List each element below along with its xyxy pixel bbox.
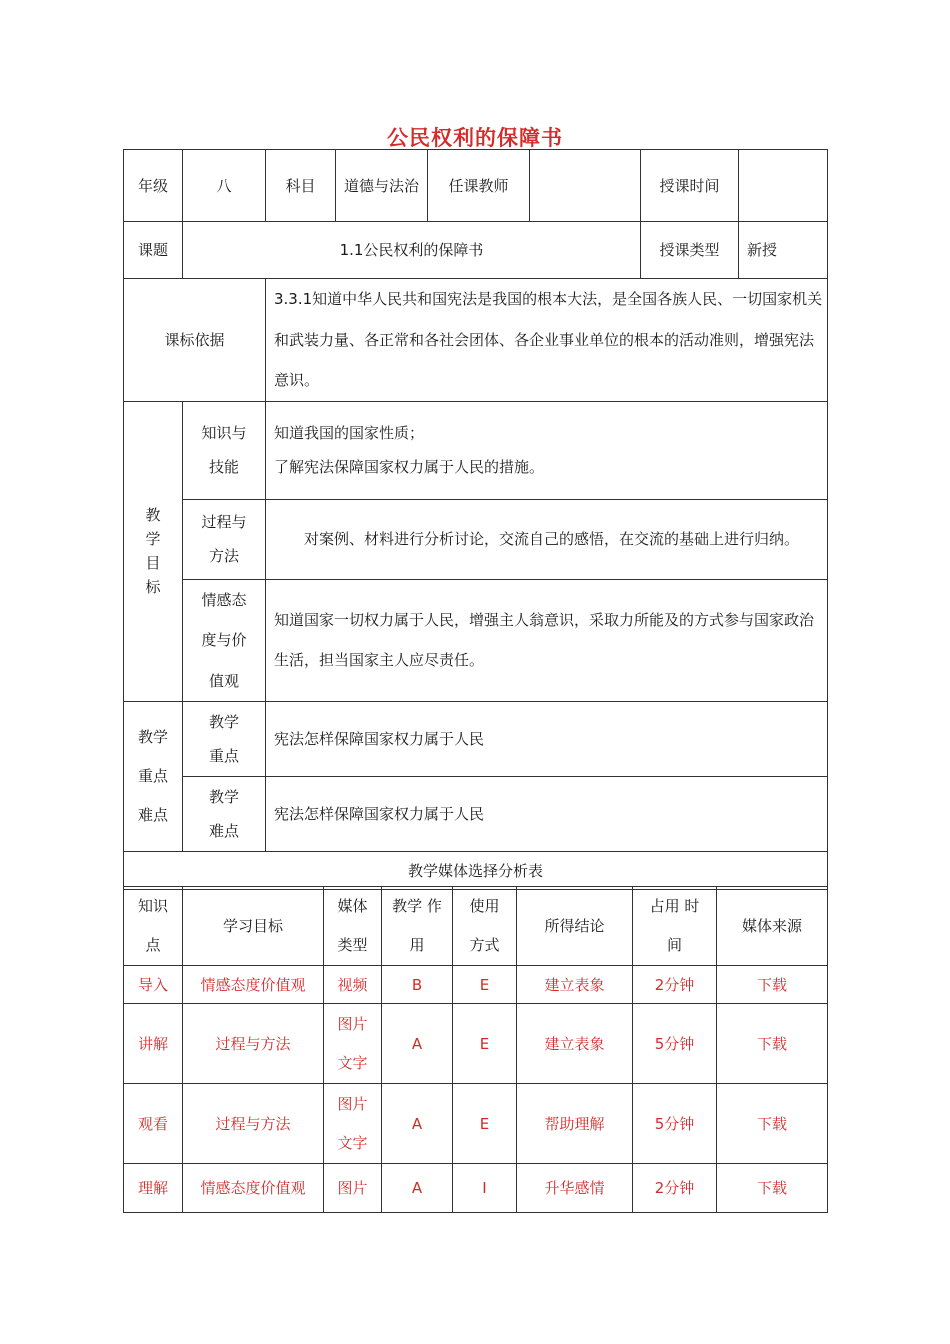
- media-cell: 2分钟: [633, 1164, 717, 1213]
- standard-text: 3.3.1知道中华人民共和国宪法是我国的根本大法，是全国各族人民、一切国家机关和武装力量、各正常和各社会团体、各企业事业单位的根本的活动准则，增强宪法意识。: [266, 279, 828, 402]
- goal-label-knowledge: [183, 401, 266, 499]
- media-col-header-text: 占用 时间: [649, 897, 700, 954]
- media-cell: 情感态度价值观: [183, 966, 324, 1004]
- grade-label: 年级: [124, 150, 183, 222]
- goal-text-knowledge: [266, 401, 828, 499]
- media-cell: 理解: [124, 1164, 183, 1213]
- lesson-plan-table: [123, 149, 828, 890]
- media-cell: 2分钟: [633, 966, 717, 1004]
- media-col-header: [124, 887, 183, 966]
- media-col-header: [633, 887, 717, 966]
- media-cell: A: [382, 1084, 453, 1164]
- media-cell: E: [453, 1084, 517, 1164]
- media-cell: 观看: [124, 1084, 183, 1164]
- media-cell: 过程与方法: [183, 1084, 324, 1164]
- goal-row-knowledge: [124, 401, 828, 499]
- media-row: [124, 1084, 828, 1164]
- media-col-header: [453, 887, 517, 966]
- media-col-header: [382, 887, 453, 966]
- media-cell: A: [382, 1004, 453, 1084]
- goal-label-process: [183, 499, 266, 579]
- topic-label: 课题: [124, 222, 183, 279]
- focus-text: 宪法怎样保障国家权力属于人民: [266, 702, 828, 777]
- document-title: 公民权利的保障书: [387, 126, 563, 150]
- media-cell: I: [453, 1164, 517, 1213]
- media-cell: E: [453, 1004, 517, 1084]
- media-col-header-text: 使用方式: [469, 897, 500, 954]
- media-cell: [324, 1084, 382, 1164]
- goal-row-process: [124, 499, 828, 579]
- goal-label-text: 情感态度与价值观: [201, 590, 247, 690]
- media-cell: 帮助理解: [517, 1084, 633, 1164]
- media-col-header: [324, 887, 382, 966]
- goal-label-text: 过程与方法: [201, 512, 247, 565]
- goal-line: 知道我国的国家性质；: [274, 423, 425, 442]
- focus-row: [124, 702, 828, 777]
- media-col-header: 学习目标: [183, 887, 324, 966]
- media-cell: 下载: [717, 966, 828, 1004]
- goal-row-attitude: [124, 579, 828, 702]
- media-col-header-text: 教学 作用: [392, 897, 442, 954]
- header-row: [124, 150, 828, 222]
- media-cell: 5分钟: [633, 1084, 717, 1164]
- teacher-value: [530, 150, 641, 222]
- media-row: [124, 1004, 828, 1084]
- keypoints-label: [124, 702, 183, 852]
- time-value: [739, 150, 828, 222]
- media-cell: 下载: [717, 1004, 828, 1084]
- type-value: 新授: [739, 222, 828, 279]
- time-label: 授课时间: [641, 150, 739, 222]
- media-cell: 下载: [717, 1084, 828, 1164]
- media-cell: [324, 1004, 382, 1084]
- subject-value: 道德与法治: [336, 150, 428, 222]
- media-cell: 导入: [124, 966, 183, 1004]
- media-cell: 5分钟: [633, 1004, 717, 1084]
- standard-row: [124, 279, 828, 402]
- media-cell: 视频: [324, 966, 382, 1004]
- type-label: 授课类型: [641, 222, 739, 279]
- goal-label-text: 知识与技能: [201, 423, 247, 476]
- grade-value: 八: [183, 150, 266, 222]
- media-cell: 建立表象: [517, 966, 633, 1004]
- topic-value: 1.1公民权利的保障书: [183, 222, 641, 279]
- media-col-header-text: 知识点: [137, 897, 168, 954]
- media-cell: 升华感情: [517, 1164, 633, 1213]
- media-cell: E: [453, 966, 517, 1004]
- media-cell-text: 图片文字: [337, 1014, 368, 1072]
- goal-line: 了解宪法保障国家权力属于人民的措施。: [274, 458, 545, 476]
- media-table: [123, 886, 828, 1213]
- topic-row: [124, 222, 828, 279]
- media-col-header: 媒体来源: [717, 887, 828, 966]
- teacher-label: 任课教师: [428, 150, 530, 222]
- difficulty-row: [124, 777, 828, 852]
- difficulty-label: [183, 777, 266, 852]
- media-cell: 图片: [324, 1164, 382, 1213]
- media-caption: 教学媒体选择分析表: [124, 852, 828, 890]
- focus-label: [183, 702, 266, 777]
- media-cell: 建立表象: [517, 1004, 633, 1084]
- goals-label-text: 教学目标: [145, 506, 161, 597]
- standard-label: 课标依据: [124, 279, 266, 402]
- difficulty-text: 宪法怎样保障国家权力属于人民: [266, 777, 828, 852]
- goals-label: [124, 401, 183, 702]
- media-cell: 过程与方法: [183, 1004, 324, 1084]
- media-cell-text: 图片文字: [337, 1094, 368, 1152]
- difficulty-label-text: 教学难点: [208, 787, 239, 840]
- media-header-row: [124, 887, 828, 966]
- media-row: [124, 966, 828, 1004]
- media-col-header-text: 媒体类型: [337, 897, 368, 954]
- subject-label: 科目: [266, 150, 336, 222]
- media-caption-row: [124, 852, 828, 890]
- goal-text-attitude: 知道国家一切权力属于人民，增强主人翁意识，采取力所能及的方式参与国家政治生活，担当国家主人应尽责任。: [266, 579, 828, 702]
- goal-text-process: 对案例、材料进行分析讨论，交流自己的感悟，在交流的基础上进行归纳。: [266, 499, 828, 579]
- media-cell: A: [382, 1164, 453, 1213]
- goal-label-attitude: [183, 579, 266, 702]
- media-col-header: 所得结论: [517, 887, 633, 966]
- media-cell: 讲解: [124, 1004, 183, 1084]
- media-row: [124, 1164, 828, 1213]
- media-cell: B: [382, 966, 453, 1004]
- focus-label-text: 教学重点: [208, 712, 239, 765]
- media-cell: 情感态度价值观: [183, 1164, 324, 1213]
- keypoints-label-text: 教学重点难点: [138, 728, 169, 824]
- media-cell: 下载: [717, 1164, 828, 1213]
